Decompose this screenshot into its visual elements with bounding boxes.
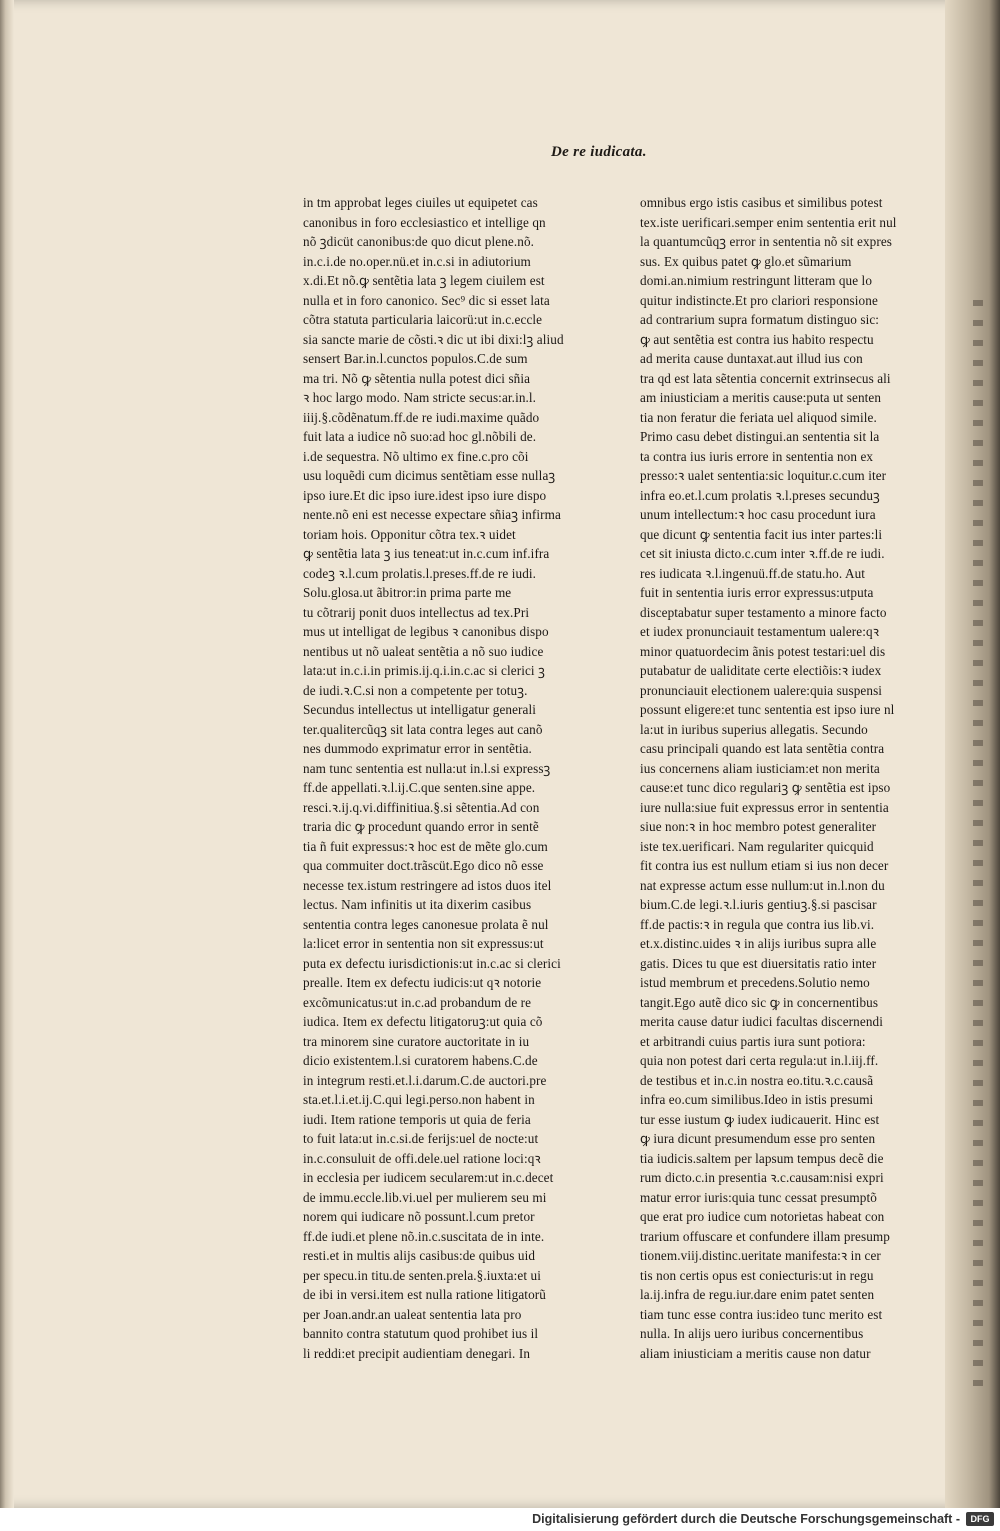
dfg-logo: DFG (966, 1512, 994, 1526)
text-line: nes dummodo exprimatur error in sentẽtia. (303, 741, 532, 756)
text-line: matur error iuris:quia tunc cessat presumptõ (640, 1189, 877, 1205)
text-line: tra minorem sine curatore auctoritate in iu (303, 1033, 530, 1049)
text-line: sensert Bar.in.l.cunctos populos.C.de sum (303, 351, 528, 366)
text-line: in integrum resti.et.l.i.darum.C.de auctori.pre (303, 1072, 547, 1088)
text-line: la:licet error in sententia non sit expressus:ut (303, 936, 544, 951)
text-line: sus. Ex quibus patet ꝙ glo.et sũmarium (640, 253, 852, 269)
text-line: ad merita cause duntaxat.aut illud ius con (640, 351, 863, 366)
text-line: in.c.consuluit de offi.dele.uel ratione loci:qꝛ (303, 1150, 541, 1166)
text-line: bium.C.de legi.ꝛ.l.iuris gentiuꝫ.§.si pascisar (640, 897, 877, 912)
text-line: nat expresse actum esse nullum:ut in.l.non du (640, 877, 885, 893)
text-line: casu principali quando est lata sentẽtia contra (640, 741, 885, 756)
text-line: res iudicata ꝛ.l.ingenuü.ff.de statu.ho. Aut (640, 565, 866, 581)
text-line: traria dic ꝙ procedunt quando error in sentẽ (303, 819, 539, 834)
text-line: bannito contra statutum quod prohibet ius il (303, 1326, 539, 1341)
right-text-column (640, 193, 902, 1363)
text-line: gatis. Dices tu que est diuersitatis ratio inter (640, 955, 877, 971)
text-line: istud membrum et precedens.Solutio nemo (640, 975, 870, 990)
text-line: tis non certis opus est coniecturis:ut in regu (640, 1267, 874, 1283)
text-line: de iudi.ꝛ.C.si non a competente per totuꝫ. (303, 682, 528, 698)
text-line: sia sancte marie de cõsti.ꝛ dic ut ibi dixi:lꝫ aliud (303, 331, 564, 347)
text-line: in.c.i.de no.oper.nü.et in.c.si in adiutorium (303, 253, 531, 269)
text-line: omnibus ergo istis casibus et similibus potest (640, 195, 883, 210)
text-line: tex.iste uerificari.semper enim sententia erit nul (640, 214, 897, 230)
text-line: iudi. Item ratione temporis ut quia de feria (303, 1111, 531, 1127)
text-line: resci.ꝛ.ij.q.vi.diffinitiua.§.si sẽtentia.Ad con (303, 799, 540, 815)
text-line: norem qui iudicare nõ possunt.l.cum pretor (303, 1209, 535, 1224)
text-line: toriam hois. Opponitur cõtra tex.ꝛ uidet (303, 526, 516, 542)
text-line: ff.de iudi.et plene nõ.in.c.suscitata de in inte. (303, 1228, 545, 1244)
text-line: siue non:ꝛ in hoc membro potest generaliter (640, 819, 877, 834)
text-line: nõ ꝫdicüt canonibus:de quo dicut plene.nõ. (303, 234, 535, 249)
text-line: iiij.§.cõdẽnatum.ff.de re iudi.maxime quãdo (303, 409, 540, 425)
text-line: aliam iniusticiam a meritis cause non datur (640, 1345, 871, 1361)
text-line: la.ij.infra de regu.iur.dare enim patet senten (640, 1287, 875, 1302)
text-line: pronunciauit electionem ualere:quia suspensi (640, 682, 883, 698)
text-line: iudica. Item ex defectu litigatoruꝫ:ut quia cõ (303, 1014, 543, 1029)
text-line: usu loquẽdi cum dicimus sentẽtiam esse nullaꝫ (303, 468, 556, 483)
running-head: De re iudicata. (551, 144, 647, 160)
text-line: presso:ꝛ ualet sententia:sic loquitur.c.cum iter (640, 468, 887, 483)
text-line: ad contrarium supra formatum distinguo sic: (640, 312, 880, 327)
text-line: tur esse iustum ꝙ iudex iudicauerit. Hinc est (640, 1111, 880, 1127)
text-line: ius concernens aliam iusticiam:et non merita (640, 760, 880, 776)
text-line: rum dicto.c.in presentia ꝛ.c.causam:nisi expri (640, 1170, 884, 1185)
text-line: ff.de pactis:ꝛ in regula que contra ius lib.vi. (640, 916, 875, 932)
text-line: putabatur de ualiditate certe electiõis:ꝛ iudex (640, 663, 882, 678)
text-line: in tm approbat leges ciuiles ut equipetet cas (303, 195, 538, 210)
text-line: et arbitrandi cuius partis iura sunt potiora: (640, 1033, 866, 1049)
text-line: ter.qualitercũqꝫ sit lata contra leges aut canõ (303, 721, 543, 737)
text-line: resti.et in multis alijs casibus:de quibus uid (303, 1248, 536, 1263)
text-line: tangit.Ego autẽ dico sic ꝙ in concernentibus (640, 994, 879, 1010)
text-line: puta ex defectu iurisdictionis:ut in.c.ac si clerici (303, 955, 561, 971)
text-line: iure nulla:siue fuit expressus error in sententia (640, 799, 889, 815)
text-line: fuit lata a iudice nõ suo:ad hoc gl.nõbili de. (303, 429, 537, 444)
text-line: merita cause datur iudici facultas discernendi (640, 1014, 883, 1029)
text-line: to fuit lata:ut in.c.si.de ferijs:uel de nocte:ut (303, 1131, 539, 1146)
text-line: et iudex pronunciauit testamentum ualere:qꝛ (640, 624, 880, 639)
text-line: nulla et in foro canonico. Sec⁹ dic si esset lata (303, 292, 550, 308)
text-line: am iniusticiam a meritis cause:puta ut senten (640, 390, 882, 405)
text-line: excõmunicatus:ut in.c.ad probandum de re (303, 994, 532, 1010)
text-line: quia non potest dari certa regula:ut in.l.iij.ff. (640, 1053, 879, 1068)
text-line: nentibus ut nõ ualeat sentẽtia a nõ suo iudice (303, 643, 544, 659)
text-line: lata:ut in.c.i.in primis.ij.q.i.in.c.ac si clerici ꝫ (303, 663, 545, 678)
text-line: de immu.eccle.lib.vi.uel per mulierem seu mi (303, 1189, 547, 1205)
text-line: tia ñ fuit expressus:ꝛ hoc est de mẽte glo.cum (303, 838, 548, 854)
text-line: que erat pro iudice cum notorietas habeat con (640, 1209, 885, 1224)
text-line: quitur indistincte.Et pro clariori responsione (640, 292, 878, 308)
text-line: possunt eligere:et tunc sententia est ipso iure nl (640, 702, 895, 717)
digitization-footer (0, 1508, 1000, 1531)
text-line: tionem.viij.distinc.ueritate manifesta:ꝛ in cer (640, 1248, 881, 1263)
text-line: tia non feratur die feriata uel aliquod simile. (640, 409, 877, 425)
text-line: in ecclesia per iudicem secularem:ut in.c.decet (303, 1170, 554, 1185)
text-line: que dicunt ꝙ sententia facit ius inter partes:li (640, 526, 883, 542)
text-line: cõtra statuta particularia laicorü:ut in.c.eccle (303, 312, 543, 327)
text-line: unum intellectum:ꝛ hoc casu procedunt iura (640, 507, 876, 522)
text-line: la:ut in iuribus superius allegatis. Secundo (640, 721, 868, 737)
text-line: i.de sequestra. Nõ ultimo ex fine.c.pro cõi (303, 448, 529, 464)
text-line: cet sit iniusta dicto.c.cum inter ꝛ.ff.de re iudi. (640, 546, 885, 561)
text-line: tra qd est lata sẽtentia concernit extrinsecus ali (640, 370, 891, 386)
text-line: Solu.glosa.ut ãbitror:in prima parte me (303, 585, 512, 600)
text-line: nente.nõ eni est necesse expectare sñiaꝫ infirma (303, 507, 561, 522)
text-line: Primo casu debet distingui.an sententia sit la (640, 429, 880, 444)
text-line: ma tri. Nõ ꝙ sẽtentia nulla potest dici sñia (303, 370, 531, 386)
text-line: trarium offuscare et confundere illam presump (640, 1228, 890, 1244)
text-line: tia iudicis.saltem per lapsum tempus decẽ die (640, 1150, 884, 1166)
text-line: sta.et.l.i.et.ij.C.qui legi.perso.non habent in (303, 1092, 535, 1107)
text-line: domi.an.nimium restringunt litteram que lo (640, 273, 873, 288)
text-line: dicio existentem.l.si curatorem habens.C.de (303, 1053, 538, 1068)
text-line: ipso iure.Et dic ipso iure.idest ipso iure dispo (303, 487, 547, 503)
text-line: de testibus et in.c.in nostra eo.titu.ꝛ.c.causã (640, 1072, 874, 1088)
text-line: codeꝫ ꝛ.l.cum prolatis.l.preses.ff.de re iudi. (303, 565, 537, 581)
text-line: fuit in sententia iuris error expressus:utputa (640, 585, 874, 600)
facing-page-bleed (973, 300, 983, 1400)
text-line: iste tex.uerificari. Nam regulariter quicquid (640, 838, 874, 854)
text-line: de ibi in versi.item est nulla ratione litigatorũ (303, 1287, 546, 1302)
text-line: disceptabatur super testamento a minore facto (640, 604, 887, 620)
text-line: tu cõtrarij ponit duos intellectus ad tex.Pri (303, 604, 530, 620)
left-text-column (303, 193, 565, 1363)
text-line: per specu.in titu.de senten.prela.§.iuxta:et ui (303, 1267, 541, 1283)
text-line: minor quatuordecim ãnis potest testari:uel dis (640, 643, 886, 659)
text-line: lectus. Nam infinitis ut ita dixerim casibus (303, 897, 532, 912)
text-line: nulla. In alijs uero iuribus concernentibus (640, 1326, 864, 1341)
text-line: li reddi:et precipit audientiam denegari. In (303, 1345, 531, 1361)
text-line: nam tunc sententia est nulla:ut in.l.si expressꝫ (303, 760, 551, 776)
text-line: infra eo.et.l.cum prolatis ꝛ.l.preses secunduꝫ (640, 487, 880, 503)
text-line: cause:et tunc dico regulariꝫ ꝙ sentẽtia est ipso (640, 780, 891, 795)
text-line: canonibus in foro ecclesiastico et intellige qn (303, 214, 546, 230)
text-line: ff.de appellati.ꝛ.l.ij.C.que senten.sine appe. (303, 780, 536, 795)
text-line: necesse tex.istum restringere ad istos duos itel (303, 877, 552, 893)
text-line: infra eo.cum similibus.Ideo in istis presumi (640, 1092, 874, 1107)
page-gutter (0, 0, 14, 1508)
text-line: ꝙ sentẽtia lata ꝫ ius teneat:ut in.c.cum inf.ifra (303, 546, 550, 561)
text-line: la quantumcũqꝫ error in sententia nõ sit expres (640, 234, 893, 249)
text-line: ta contra ius iuris errore in sententia non ex (640, 448, 874, 464)
text-line: ꝙ iura dicunt presumendum esse pro senten (640, 1131, 876, 1146)
text-line: ꝙ aut sentẽtia est contra ius habito respectu (640, 331, 874, 347)
text-line: tiam tunc esse contra ius:ideo tunc merito est (640, 1306, 883, 1322)
text-line: ꝛ hoc largo modo. Nam stricte secus:ar.in.l. (303, 390, 537, 405)
text-line: x.di.Et nõ.ꝙ sentẽtia lata ꝫ legem ciuilem est (303, 273, 545, 288)
text-line: mus ut intelligat de legibus ꝛ canonibus dispo (303, 624, 549, 639)
text-line: fit contra ius est nullum etiam si ius non decer (640, 858, 889, 873)
text-line: et.x.distinc.uides ꝛ in alijs iuribus supra alle (640, 936, 877, 951)
text-line: Secundus intellectus ut intelligatur generali (303, 702, 537, 717)
text-line: sententia contra leges canonesue prolata ẽ nul (303, 916, 549, 932)
text-line: per Joan.andr.an ualeat sententia lata pro (303, 1306, 522, 1322)
footer-credit: Digitalisierung gefördert durch die Deutsche Forschungsgemeinschaft - (532, 1512, 960, 1526)
text-line: qua commuiter doct.trãscüt.Ego dico nõ esse (303, 858, 544, 873)
text-line: prealle. Item ex defectu iudicis:ut qꝛ notorie (303, 975, 542, 990)
